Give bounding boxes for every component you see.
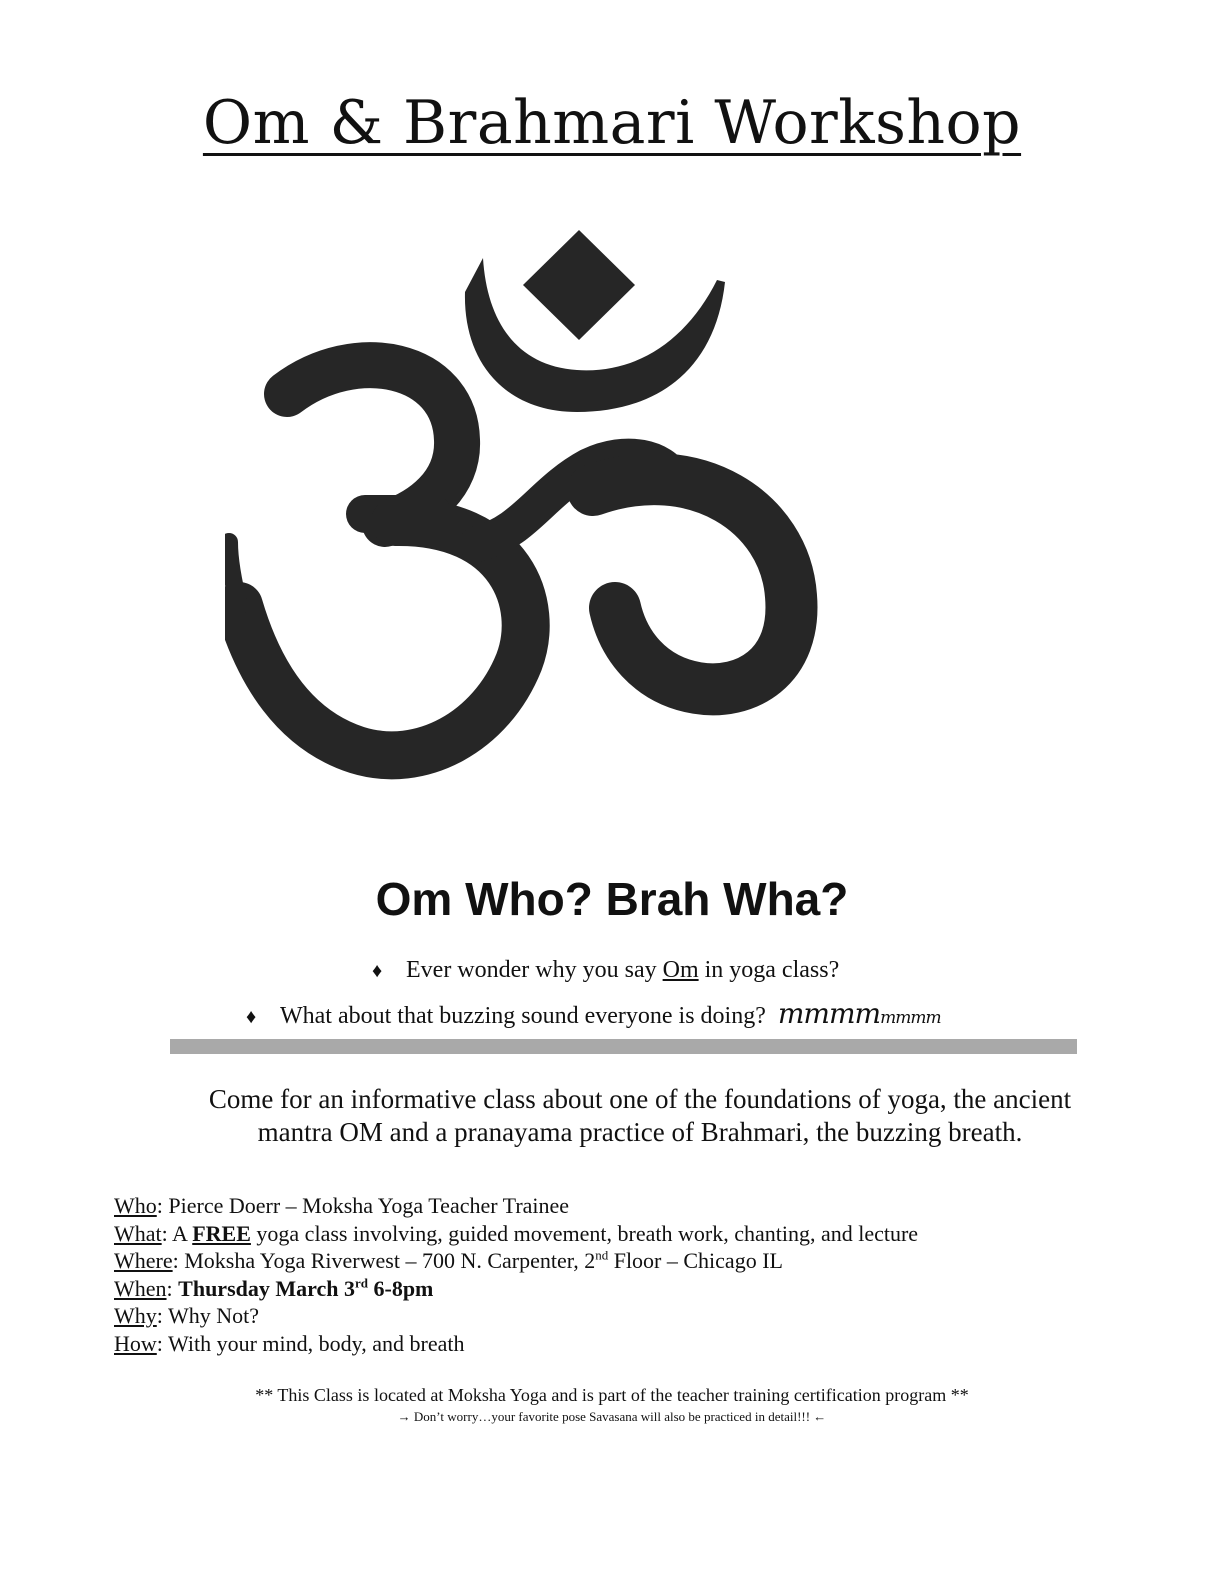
- divider-bar: [170, 1039, 1077, 1054]
- intro-line-2: mantra OM and a pranayama practice of Brahmari, the buzzing breath.: [257, 1117, 1023, 1147]
- detail-value: Floor – Chicago IL: [608, 1248, 783, 1273]
- detail-label: When: [114, 1275, 167, 1301]
- intro-line-1: Come for an informative class about one of the foundations of yoga, the ancient: [208, 1084, 1072, 1114]
- bullet-text: What about that buzzing sound everyone is doing?: [280, 1003, 766, 1029]
- free-emphasis: FREE: [192, 1220, 251, 1246]
- bullet-om-question: [372, 957, 839, 984]
- bullet-text-start: Ever wonder why you say: [406, 957, 663, 983]
- detail-how: [114, 1330, 918, 1358]
- intro-paragraph: [180, 1083, 1100, 1149]
- ordinal-suffix: nd: [595, 1247, 609, 1263]
- detail-value: : Pierce Doerr – Moksha Yoga Teacher Trainee: [156, 1193, 570, 1218]
- ordinal-suffix: rd: [355, 1275, 368, 1291]
- buzz-sound-small: mmmm: [880, 1008, 941, 1028]
- detail-label: What: [114, 1220, 162, 1246]
- subtitle: Om Who? Brah Wha?: [375, 873, 849, 925]
- detail-separator: :: [166, 1275, 179, 1301]
- detail-when: [114, 1275, 918, 1303]
- detail-value: yoga class involving, guided movement, breath work, chanting, and lecture: [250, 1220, 919, 1246]
- bullet-buzzing-question: [246, 997, 941, 1030]
- detail-label: Why: [114, 1303, 157, 1328]
- event-date-day: Thursday March 3: [178, 1275, 355, 1301]
- bullet-emphasis-om: Om: [662, 957, 699, 983]
- detail-value: : Why Not?: [156, 1303, 260, 1328]
- detail-who: [114, 1192, 918, 1220]
- buzz-sound-text: [777, 997, 941, 1030]
- detail-why: [114, 1302, 918, 1330]
- buzz-sound-large: mmmm: [777, 997, 881, 1030]
- footnote-program: ** This Class is located at Moksha Yoga and is part of the teacher training certification program **: [255, 1385, 969, 1405]
- event-date: [178, 1276, 433, 1301]
- event-time: 6-8pm: [368, 1275, 434, 1301]
- detail-value: : With your mind, body, and breath: [156, 1330, 465, 1356]
- diamond-bullet-icon: ♦: [372, 960, 383, 982]
- bullet-text-end: in yoga class?: [698, 957, 840, 983]
- diamond-bullet-icon: ♦: [246, 1006, 257, 1028]
- flyer-title-wrap: [0, 88, 1224, 158]
- detail-label: How: [114, 1330, 157, 1356]
- detail-label: Where: [114, 1248, 173, 1273]
- detail-label: Who: [114, 1193, 157, 1218]
- event-details: [114, 1192, 918, 1357]
- detail-value: : A: [161, 1220, 193, 1246]
- footnote-savasana: → Don’t worry…your favorite pose Savasana will also be practiced in detail!!! ←: [397, 1409, 827, 1424]
- detail-where: [114, 1247, 918, 1275]
- detail-what: [114, 1220, 918, 1248]
- om-symbol-icon: [225, 222, 825, 842]
- flyer-title: Om & Brahmari Workshop: [202, 88, 1022, 158]
- detail-value: : Moksha Yoga Riverwest – 700 N. Carpenter, 2: [172, 1248, 596, 1273]
